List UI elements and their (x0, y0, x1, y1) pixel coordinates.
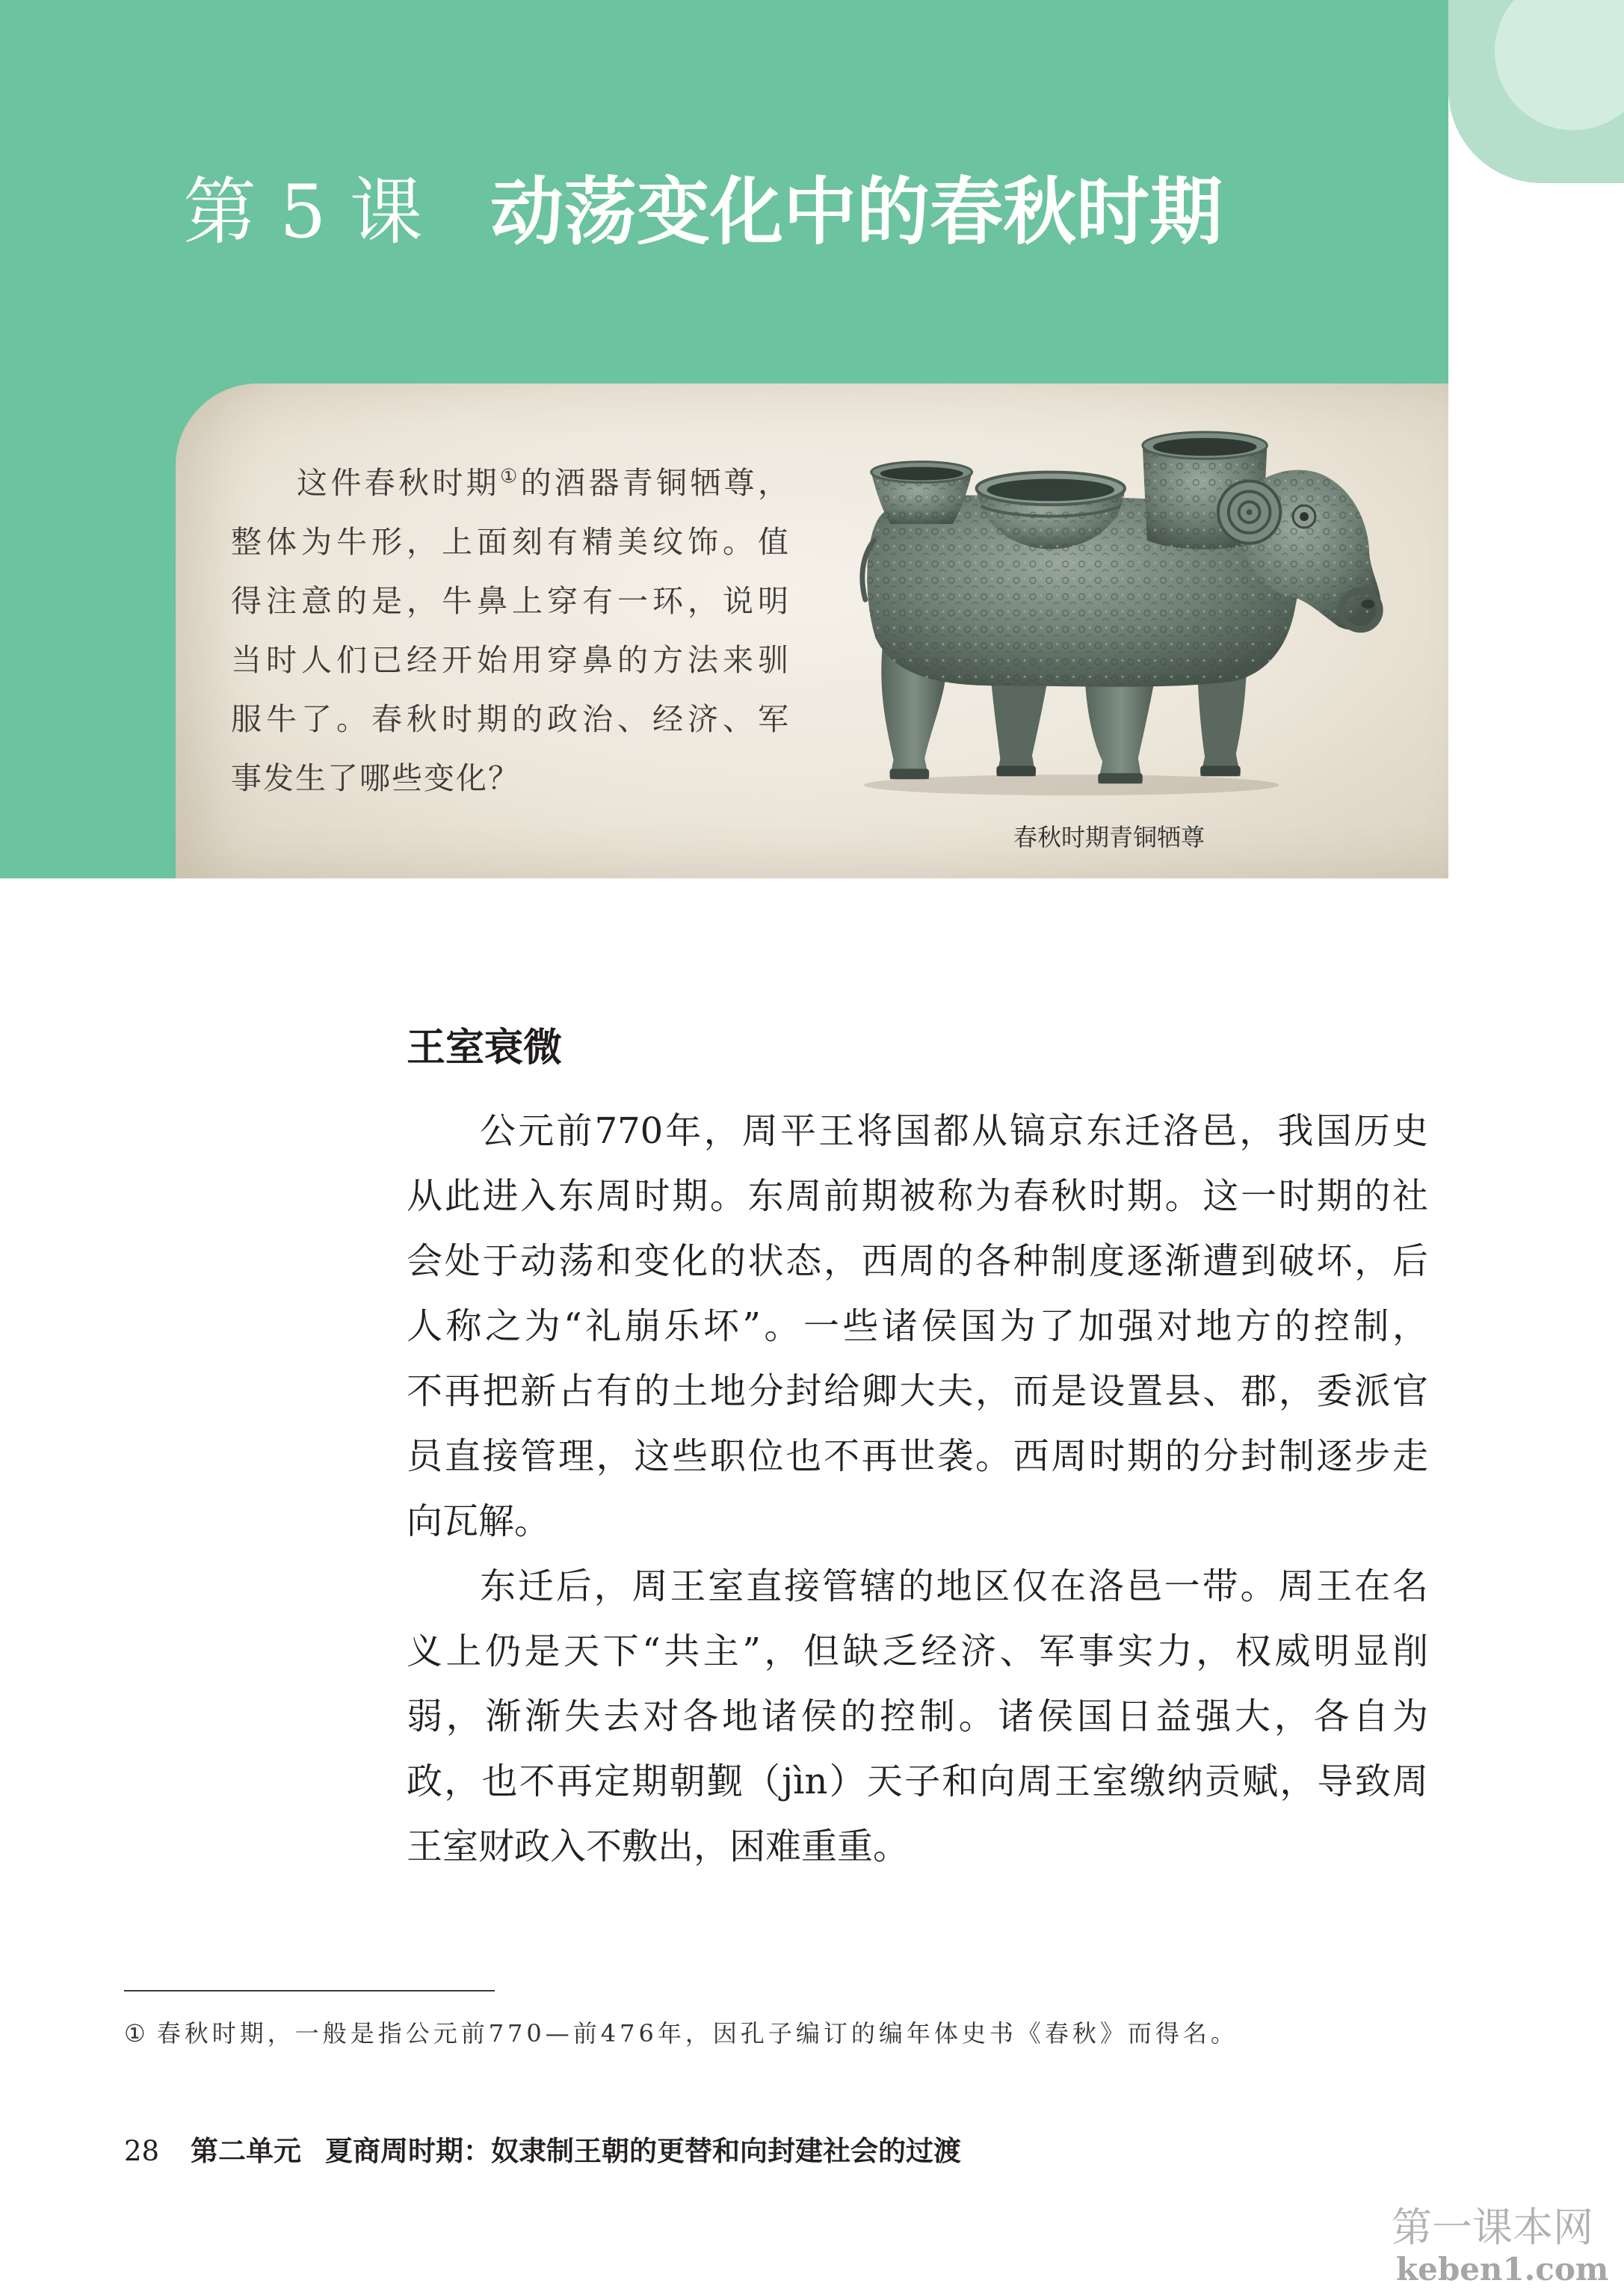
footnote-reference: ① (500, 465, 521, 488)
paragraph-1 (407, 1099, 1428, 1554)
intro-panel (176, 383, 1448, 878)
paragraph-line: 员直接管理，这些职位也不再世袭。西周时期的分封制逐步走 (407, 1435, 1428, 1477)
ox-eye (1293, 505, 1315, 528)
page-number: 28 (124, 2135, 160, 2167)
paragraph-line: 义上仍是天下“共主”，但缺乏经济、军事实力，权威明显削 (407, 1630, 1428, 1672)
intro-line: 事发生了哪些变化？ (231, 760, 520, 796)
lesson-number: 第 5 课 (183, 170, 423, 255)
section-heading: 王室衰微 (407, 1026, 563, 1071)
lesson-title: 动荡变化中的春秋时期 (490, 170, 1223, 255)
section-body (407, 1099, 1428, 1879)
intro-line-text: 这件春秋时期 (297, 465, 501, 501)
footnote-mark: ① (124, 2019, 149, 2048)
vessel-left-cup (871, 462, 972, 524)
paragraph-line: 会处于动荡和变化的状态，西周的各种制度逐渐遭到破坏，后 (407, 1240, 1428, 1282)
paragraph-line: 不再把新占有的土地分封给卿大夫，而是设置县、郡，委派官 (407, 1370, 1428, 1412)
bronze-ox-vessel-image (849, 429, 1398, 800)
intro-line: 当时人们已经开始用穿鼻的方法来驯 (231, 642, 790, 678)
figure-caption: 春秋时期青铜牺尊 (1013, 823, 1205, 851)
footnote-text: 春秋时期，一般是指公元前770—前476年，因孔子编订的编年体史书《春秋》而得名。 (156, 2019, 1238, 2048)
intro-question (231, 454, 790, 808)
paragraph-2 (407, 1554, 1428, 1879)
paragraph-line: 东迁后，周王室直接管辖的地区仅在洛邑一带。周王在名 (480, 1565, 1428, 1607)
intro-line-text: 的酒器青铜牺尊， (520, 465, 791, 501)
intro-line (231, 454, 790, 513)
corner-decoration-circle (1495, 0, 1624, 130)
paragraph-line: 政，也不再定期朝觐（jìn）天子和向周王室缴纳贡赋，导致周 (407, 1760, 1428, 1802)
intro-line: 得注意的是，牛鼻上穿有一环，说明 (231, 583, 790, 619)
watermark-domain: keben1.com (1396, 2251, 1609, 2288)
paragraph-line: 弱，渐渐失去对各地诸侯的控制。诸侯国日益强大，各自为 (407, 1695, 1428, 1737)
footnote (124, 2015, 1238, 2052)
unit-label: 第二单元 (191, 2135, 301, 2167)
paragraph-line: 王室财政入不敷出，困难重重。 (407, 1826, 910, 1867)
paragraph-line: 人称之为“礼崩乐坏”。一些诸侯国为了加强对地方的控制， (407, 1305, 1428, 1347)
paragraph-line: 向瓦解。 (407, 1500, 551, 1542)
paragraph-line: 从此进入东周时期。东周前期被称为春秋时期。这一时期的社 (407, 1175, 1428, 1217)
corner-decoration (1448, 0, 1624, 183)
footnote-divider (124, 1990, 495, 1991)
watermark-site-name: 第一课本网 (1392, 2204, 1593, 2251)
ear-spiral (1218, 481, 1280, 543)
unit-title: 夏商周时期：奴隶制王朝的更替和向封建社会的过渡 (325, 2135, 961, 2167)
intro-line: 整体为牛形，上面刻有精美纹饰。值 (231, 524, 790, 560)
intro-line: 服牛了。春秋时期的政治、经济、军 (231, 701, 790, 737)
paragraph-line: 公元前770年，周平王将国都从镐京东迁洛邑，我国历史 (480, 1110, 1428, 1152)
